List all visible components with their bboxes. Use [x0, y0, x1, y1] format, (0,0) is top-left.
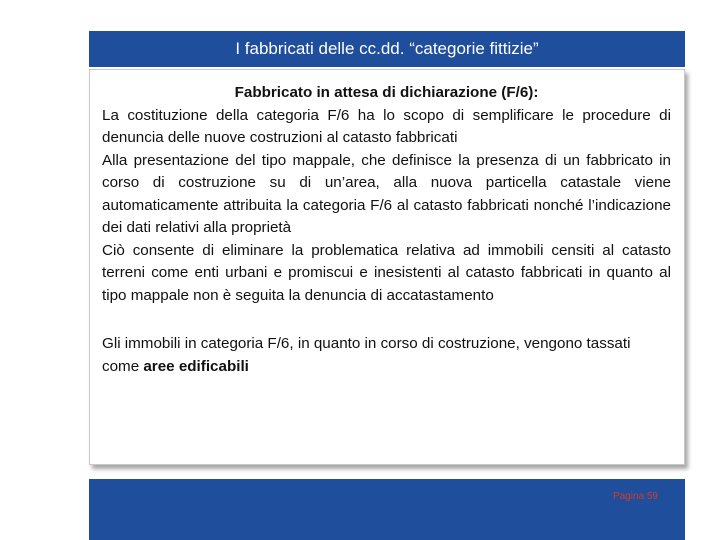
content-box	[89, 69, 685, 465]
paragraph-consequence: Ciò consente di eliminare la problematica relativa ad immobili censiti al catasto terreni come enti urbani e promiscui e inesistenti al catasto fabbricati in quanto al tipo mappale non è seguita la denuncia di accatastamento	[102, 241, 671, 304]
summary-note	[102, 333, 671, 378]
summary-bold-text: aree edificabili	[143, 357, 249, 375]
page-number: Pagina 59	[612, 491, 658, 502]
paragraph-purpose: La costituzione della categoria F/6 ha lo scopo di semplificare le procedure di denuncia delle nuove costruzioni al catasto fabbricati	[102, 106, 671, 146]
summary-text: Gli immobili in categoria F/6, in quanto in corso di costruzione, vengono tassati come	[102, 335, 631, 375]
paragraph-procedure: Alla presentazione del tipo mappale, che definisce la presenza di un fabbricato in corso di costruzione su di un’area, alla nuova particella catastale viene automaticamente attribuita la categoria F/6 al catasto fabbricati nonché l’indicazione dei dati relativi alla proprietà	[102, 151, 671, 236]
content-text	[102, 82, 671, 378]
slide-title-bar	[89, 31, 685, 67]
footer-bar	[89, 479, 685, 540]
section-heading: Fabbricato in attesa di dichiarazione (F/6):	[234, 84, 539, 101]
slide-title: I fabbricati delle cc.dd. “categorie fittizie”	[235, 39, 539, 58]
